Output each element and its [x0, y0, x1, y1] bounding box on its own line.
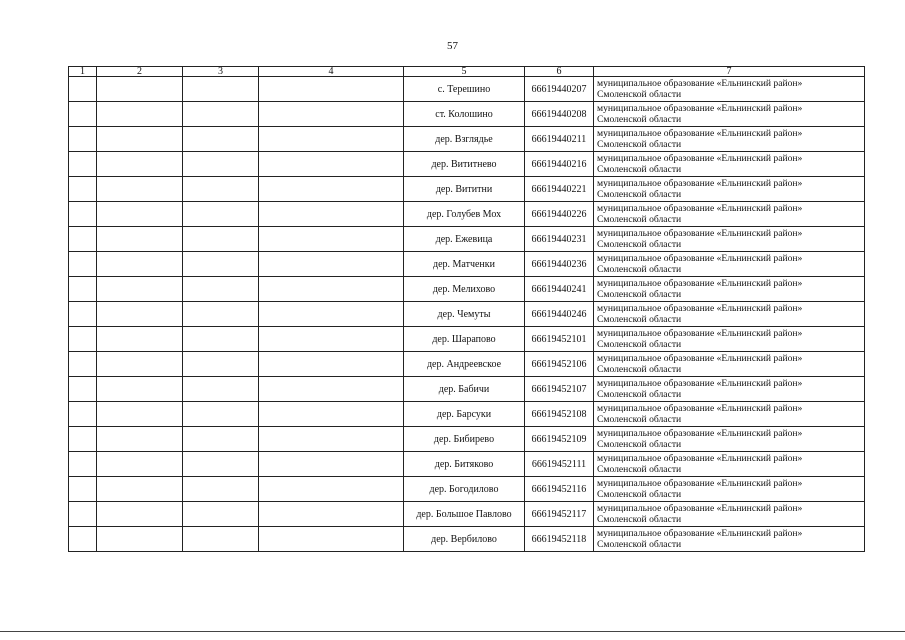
municipality-line-2: Смоленской области — [597, 214, 682, 225]
header-col-7: 7 — [594, 67, 865, 77]
empty-cell — [97, 352, 183, 377]
settlement-name: дер. Вербилово — [404, 527, 525, 552]
settlement-name: дер. Богодилово — [404, 477, 525, 502]
settlement-name: дер. Мелихово — [404, 277, 525, 302]
empty-cell — [183, 427, 259, 452]
oktmo-code: 66619440221 — [525, 177, 594, 202]
municipality-line-1: муниципальное образование «Ельнинский район» — [597, 203, 803, 214]
empty-cell — [69, 352, 97, 377]
empty-cell — [183, 102, 259, 127]
municipality-cell — [594, 277, 865, 302]
oktmo-code: 66619452117 — [525, 502, 594, 527]
settlement-name: дер. Андреевское — [404, 352, 525, 377]
table-row — [69, 477, 865, 502]
municipality-line-2: Смоленской области — [597, 414, 682, 425]
municipality-line-2: Смоленской области — [597, 364, 682, 375]
municipality-line-1: муниципальное образование «Ельнинский район» — [597, 103, 803, 114]
municipality-line-1: муниципальное образование «Ельнинский район» — [597, 403, 803, 414]
empty-cell — [69, 402, 97, 427]
table-row — [69, 427, 865, 452]
empty-cell — [259, 202, 404, 227]
empty-cell — [183, 177, 259, 202]
municipality-line-2: Смоленской области — [597, 89, 682, 100]
empty-cell — [183, 252, 259, 277]
municipality-line-1: муниципальное образование «Ельнинский район» — [597, 278, 803, 289]
municipality-line-2: Смоленской области — [597, 539, 682, 550]
municipality-cell — [594, 202, 865, 227]
empty-cell — [183, 477, 259, 502]
municipality-line-2: Смоленской области — [597, 264, 682, 275]
table-row — [69, 327, 865, 352]
municipality-cell — [594, 227, 865, 252]
empty-cell — [259, 277, 404, 302]
empty-cell — [183, 527, 259, 552]
oktmo-code: 66619440216 — [525, 152, 594, 177]
empty-cell — [259, 302, 404, 327]
settlement-name: дер. Вититни — [404, 177, 525, 202]
municipality-line-2: Смоленской области — [597, 514, 682, 525]
empty-cell — [259, 152, 404, 177]
municipality-line-1: муниципальное образование «Ельнинский район» — [597, 503, 803, 514]
empty-cell — [97, 502, 183, 527]
empty-cell — [69, 227, 97, 252]
municipality-line-1: муниципальное образование «Ельнинский район» — [597, 78, 803, 89]
empty-cell — [259, 352, 404, 377]
municipality-line-2: Смоленской области — [597, 114, 682, 125]
municipality-line-1: муниципальное образование «Ельнинский район» — [597, 328, 803, 339]
oktmo-code: 66619452106 — [525, 352, 594, 377]
page-number: 57 — [447, 40, 458, 52]
municipality-line-1: муниципальное образование «Ельнинский район» — [597, 378, 803, 389]
settlement-name: дер. Взглядье — [404, 127, 525, 152]
oktmo-code: 66619452101 — [525, 327, 594, 352]
empty-cell — [183, 127, 259, 152]
empty-cell — [183, 452, 259, 477]
municipality-cell — [594, 252, 865, 277]
oktmo-code: 66619440211 — [525, 127, 594, 152]
empty-cell — [183, 277, 259, 302]
oktmo-code: 66619440226 — [525, 202, 594, 227]
empty-cell — [183, 402, 259, 427]
table-row — [69, 377, 865, 402]
municipality-line-2: Смоленской области — [597, 389, 682, 400]
municipality-cell — [594, 127, 865, 152]
table-row — [69, 102, 865, 127]
empty-cell — [97, 77, 183, 102]
municipality-line-2: Смоленской области — [597, 289, 682, 300]
bottom-rule — [0, 631, 905, 632]
empty-cell — [97, 302, 183, 327]
empty-cell — [97, 527, 183, 552]
empty-cell — [69, 102, 97, 127]
municipality-cell — [594, 452, 865, 477]
table-row — [69, 527, 865, 552]
empty-cell — [259, 127, 404, 152]
municipality-line-1: муниципальное образование «Ельнинский район» — [597, 428, 803, 439]
empty-cell — [259, 252, 404, 277]
empty-cell — [69, 452, 97, 477]
empty-cell — [97, 202, 183, 227]
empty-cell — [259, 377, 404, 402]
empty-cell — [97, 402, 183, 427]
municipality-cell — [594, 177, 865, 202]
empty-cell — [97, 277, 183, 302]
municipality-cell — [594, 527, 865, 552]
empty-cell — [259, 177, 404, 202]
empty-cell — [97, 177, 183, 202]
table-row — [69, 252, 865, 277]
settlement-name: дер. Чемуты — [404, 302, 525, 327]
table-row — [69, 352, 865, 377]
empty-cell — [69, 177, 97, 202]
table-row — [69, 77, 865, 102]
empty-cell — [97, 152, 183, 177]
municipality-line-2: Смоленской области — [597, 439, 682, 450]
empty-cell — [97, 252, 183, 277]
empty-cell — [69, 252, 97, 277]
municipality-cell — [594, 302, 865, 327]
settlement-name: ст. Колошино — [404, 102, 525, 127]
empty-cell — [69, 527, 97, 552]
municipality-cell — [594, 502, 865, 527]
municipality-line-1: муниципальное образование «Ельнинский район» — [597, 528, 803, 539]
settlement-name: дер. Ежевица — [404, 227, 525, 252]
empty-cell — [97, 427, 183, 452]
settlement-name: дер. Бибирево — [404, 427, 525, 452]
oktmo-code: 66619440236 — [525, 252, 594, 277]
header-col-6: 6 — [525, 67, 594, 77]
oktmo-code: 66619452111 — [525, 452, 594, 477]
empty-cell — [259, 77, 404, 102]
table-row — [69, 202, 865, 227]
header-col-3: 3 — [183, 67, 259, 77]
table-row — [69, 452, 865, 477]
municipality-cell — [594, 152, 865, 177]
empty-cell — [69, 477, 97, 502]
municipality-line-1: муниципальное образование «Ельнинский район» — [597, 253, 803, 264]
header-col-1: 1 — [69, 67, 97, 77]
municipality-line-2: Смоленской области — [597, 139, 682, 150]
empty-cell — [183, 327, 259, 352]
settlements-table — [68, 66, 865, 552]
oktmo-code: 66619440246 — [525, 302, 594, 327]
empty-cell — [69, 152, 97, 177]
municipality-line-2: Смоленской области — [597, 164, 682, 175]
municipality-cell — [594, 477, 865, 502]
settlement-name: дер. Голубев Мох — [404, 202, 525, 227]
municipality-cell — [594, 77, 865, 102]
municipality-line-1: муниципальное образование «Ельнинский район» — [597, 153, 803, 164]
empty-cell — [259, 327, 404, 352]
empty-cell — [69, 77, 97, 102]
municipality-line-1: муниципальное образование «Ельнинский район» — [597, 303, 803, 314]
oktmo-code: 66619452118 — [525, 527, 594, 552]
empty-cell — [183, 302, 259, 327]
municipality-cell — [594, 377, 865, 402]
municipality-cell — [594, 352, 865, 377]
municipality-line-1: муниципальное образование «Ельнинский район» — [597, 353, 803, 364]
table-row — [69, 277, 865, 302]
empty-cell — [69, 277, 97, 302]
empty-cell — [259, 502, 404, 527]
empty-cell — [97, 102, 183, 127]
settlement-name: дер. Вититнево — [404, 152, 525, 177]
table-row — [69, 127, 865, 152]
municipality-line-2: Смоленской области — [597, 314, 682, 325]
table-row — [69, 402, 865, 427]
oktmo-code: 66619440208 — [525, 102, 594, 127]
municipality-line-2: Смоленской области — [597, 489, 682, 500]
empty-cell — [97, 127, 183, 152]
settlement-name: дер. Матченки — [404, 252, 525, 277]
empty-cell — [183, 352, 259, 377]
municipality-cell — [594, 327, 865, 352]
empty-cell — [69, 377, 97, 402]
municipality-cell — [594, 427, 865, 452]
empty-cell — [259, 227, 404, 252]
header-col-4: 4 — [259, 67, 404, 77]
municipality-line-2: Смоленской области — [597, 239, 682, 250]
empty-cell — [259, 427, 404, 452]
oktmo-code: 66619452109 — [525, 427, 594, 452]
settlement-name: дер. Бабичи — [404, 377, 525, 402]
municipality-line-1: муниципальное образование «Ельнинский район» — [597, 453, 803, 464]
empty-cell — [97, 477, 183, 502]
municipality-line-2: Смоленской области — [597, 339, 682, 350]
municipality-line-1: муниципальное образование «Ельнинский район» — [597, 228, 803, 239]
empty-cell — [259, 402, 404, 427]
oktmo-code: 66619452116 — [525, 477, 594, 502]
empty-cell — [183, 77, 259, 102]
header-col-5: 5 — [404, 67, 525, 77]
municipality-line-2: Смоленской области — [597, 189, 682, 200]
empty-cell — [183, 227, 259, 252]
table-row — [69, 177, 865, 202]
empty-cell — [97, 452, 183, 477]
settlement-name: дер. Большое Павлово — [404, 502, 525, 527]
settlement-name: с. Терешино — [404, 77, 525, 102]
empty-cell — [69, 502, 97, 527]
oktmo-code: 66619440231 — [525, 227, 594, 252]
oktmo-code: 66619452107 — [525, 377, 594, 402]
table-row — [69, 152, 865, 177]
settlement-name: дер. Шарапово — [404, 327, 525, 352]
empty-cell — [69, 127, 97, 152]
empty-cell — [69, 327, 97, 352]
oktmo-code: 66619452108 — [525, 402, 594, 427]
empty-cell — [183, 202, 259, 227]
empty-cell — [97, 227, 183, 252]
oktmo-code: 66619440241 — [525, 277, 594, 302]
empty-cell — [259, 527, 404, 552]
table-row — [69, 502, 865, 527]
municipality-cell — [594, 402, 865, 427]
empty-cell — [69, 202, 97, 227]
empty-cell — [259, 477, 404, 502]
municipality-line-1: муниципальное образование «Ельнинский район» — [597, 478, 803, 489]
settlement-name: дер. Битяково — [404, 452, 525, 477]
municipality-cell — [594, 102, 865, 127]
settlement-name: дер. Барсуки — [404, 402, 525, 427]
empty-cell — [97, 327, 183, 352]
empty-cell — [183, 502, 259, 527]
header-col-2: 2 — [97, 67, 183, 77]
municipality-line-1: муниципальное образование «Ельнинский район» — [597, 178, 803, 189]
municipality-line-2: Смоленской области — [597, 464, 682, 475]
table-row — [69, 302, 865, 327]
empty-cell — [183, 377, 259, 402]
empty-cell — [259, 452, 404, 477]
empty-cell — [97, 377, 183, 402]
oktmo-code: 66619440207 — [525, 77, 594, 102]
empty-cell — [69, 302, 97, 327]
empty-cell — [183, 152, 259, 177]
municipality-line-1: муниципальное образование «Ельнинский район» — [597, 128, 803, 139]
empty-cell — [259, 102, 404, 127]
header-row — [69, 67, 865, 77]
table-row — [69, 227, 865, 252]
empty-cell — [69, 427, 97, 452]
